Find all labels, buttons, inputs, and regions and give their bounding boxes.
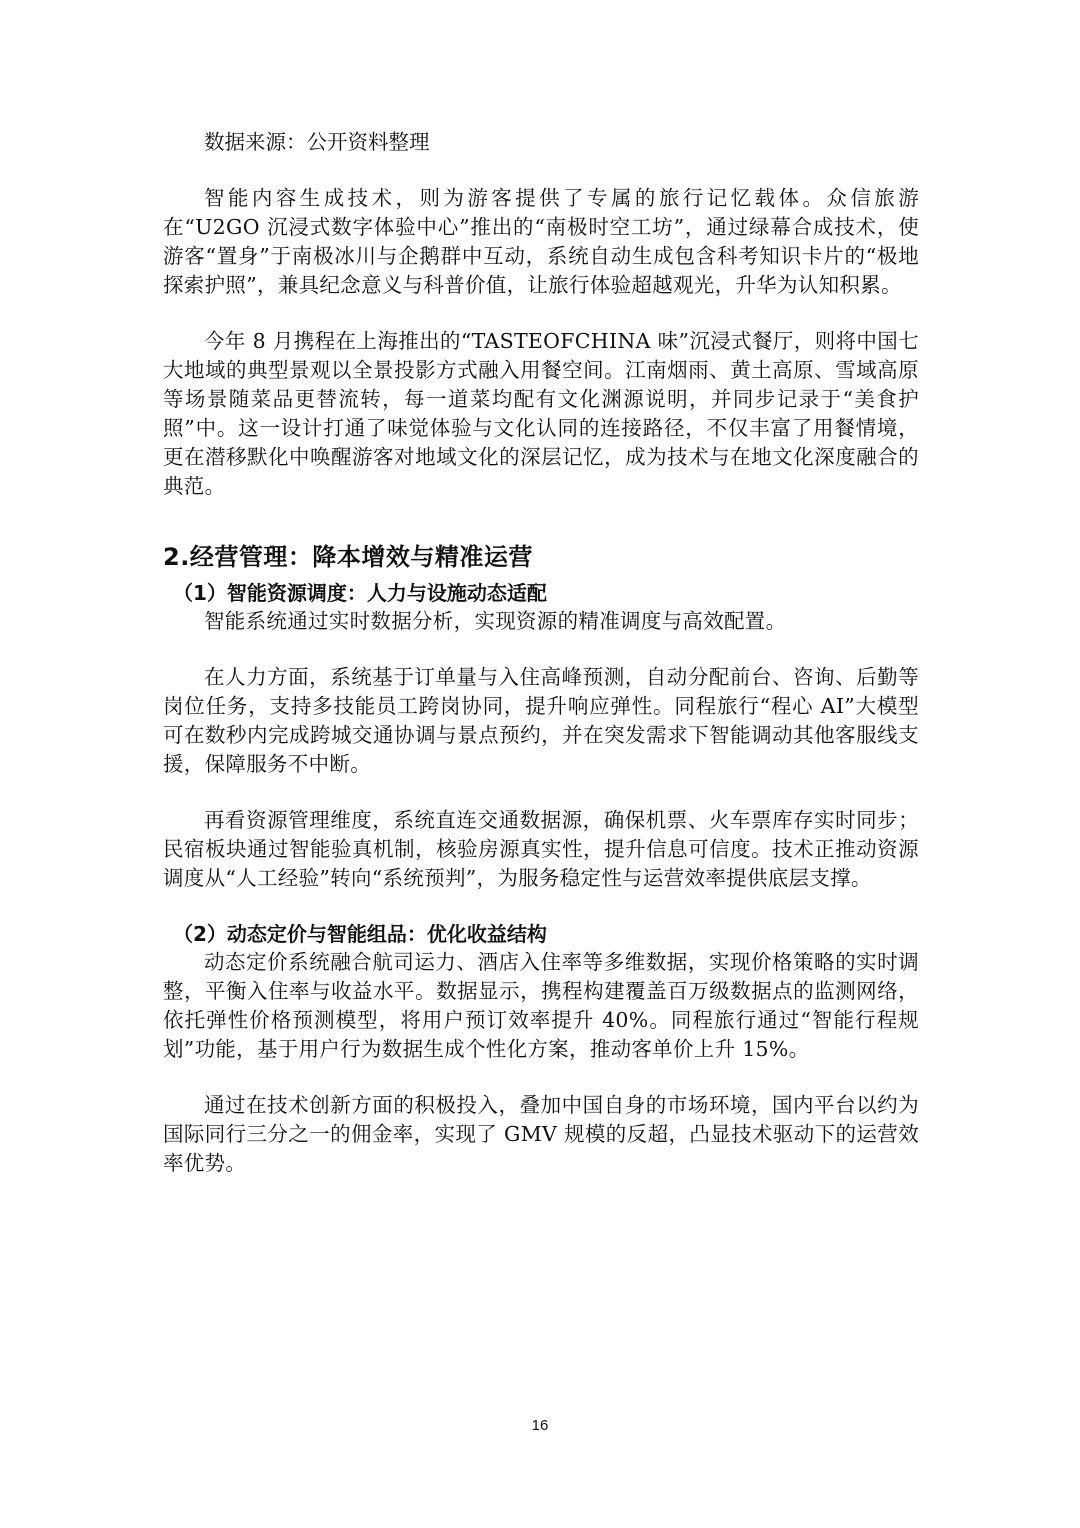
section-heading: 2.经营管理：降本增效与精准运营 bbox=[163, 543, 533, 571]
body-paragraph: 动态定价系统融合航司运力、酒店入住率等多维数据，实现价格策略的实时调整，平衡入住率与收益水平。数据显示，携程构建覆盖百万级数据点的监测网络，依托弹性价格预测模型，将用户预订效率提升 40%。同程旅行通过“智能行程规划”功能，基于用户行为数据生成个性化方案，推动客单价上升 15%。 bbox=[163, 950, 919, 1061]
body-paragraph: 在人力方面，系统基于订单量与入住高峰预测，自动分配前台、咨询、后勤等岗位任务，支持多技能员工跨岗协同，提升响应弹性。同程旅行“程心 AI”大模型可在数秒内完成跨城交通协调与景点预约，并在突发需求下智能调动其他客服线支援，保障服务不中断。 bbox=[163, 665, 919, 776]
page-number: 16 bbox=[531, 1417, 549, 1434]
body-paragraph: 今年 8 月携程在上海推出的“TASTEOFCHINA 味”沉浸式餐厅，则将中国七大地域的典型景观以全景投影方式融入用餐空间。江南烟雨、黄土高原、雪域高原等场景随菜品更替流转，每一道菜均配有文化渊源说明，并同步记录于“美食护照”中。这一设计打通了味觉体验与文化认同的连接路径，不仅丰富了用餐情境，更在潜移默化中唤醒游客对地域文化的深层记忆，成为技术与在地文化深度融合的典范。 bbox=[163, 329, 919, 498]
source-note: 数据来源：公开资料整理 bbox=[204, 130, 430, 154]
body-paragraph: 智能系统通过实时数据分析，实现资源的精准调度与高效配置。 bbox=[204, 609, 787, 633]
body-paragraph: 再看资源管理维度，系统直连交通数据源，确保机票、火车票库存实时同步；民宿板块通过智能验真机制，核验房源真实性，提升信息可信度。技术正推动资源调度从“人工经验”转向“系统预判”，为服务稳定性与运营效率提供底层支撑。 bbox=[163, 808, 919, 890]
body-paragraph: 智能内容生成技术，则为游客提供了专属的旅行记忆载体。众信旅游在“U2GO 沉浸式数字体验中心”推出的“南极时空工坊”，通过绿幕合成技术，使游客“置身”于南极冰川与企鹅群中互动，系统自动生成包含科考知识卡片的“极地探索护照”，兼具纪念意义与科普价值，让旅行体验超越观光，升华为认知积累。 bbox=[163, 186, 919, 297]
subsection-heading: （1）智能资源调度：人力与设施动态适配 bbox=[173, 581, 547, 605]
subsection-heading: （2）动态定价与智能组品：优化收益结构 bbox=[173, 922, 547, 946]
page-content bbox=[163, 128, 919, 1205]
body-paragraph: 通过在技术创新方面的积极投入，叠加中国自身的市场环境，国内平台以约为国际同行三分之一的佣金率，实现了 GMV 规模的反超，凸显技术驱动下的运营效率优势。 bbox=[163, 1093, 919, 1175]
